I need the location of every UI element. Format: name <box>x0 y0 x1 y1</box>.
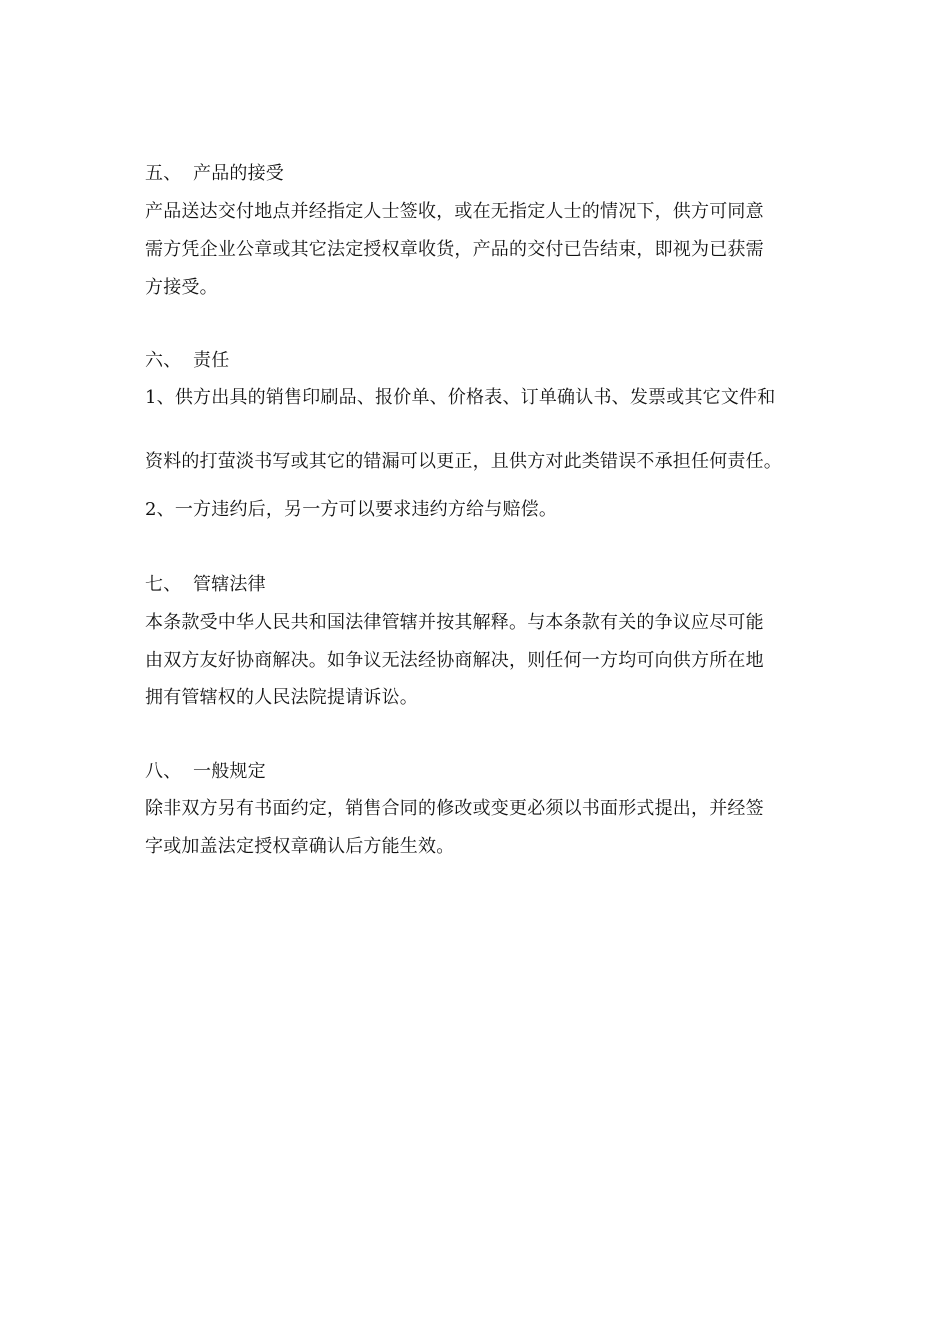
paragraph-line: 拥有管辖权的人民法院提请诉讼。 <box>145 687 418 708</box>
section-heading <box>145 162 815 186</box>
paragraph-line: 字或加盖法定授权章确认后方能生效。 <box>145 836 455 857</box>
section-heading <box>145 349 815 373</box>
section-title: 产品的接受 <box>193 163 284 184</box>
section-heading <box>145 573 815 597</box>
paragraph-line: 由双方友好协商解决。如争议无法经协商解决，则任何一方均可向供方所在地 <box>145 650 764 671</box>
section-number: 七、 <box>145 574 182 595</box>
section-number: 五、 <box>145 163 182 184</box>
paragraph-line: 1、供方出具的销售印刷品、报价单、价格表、订单确认书、发票或其它文件和 <box>145 387 776 408</box>
section-number: 六、 <box>145 350 182 371</box>
paragraph-line: 需方凭企业公章或其它法定授权章收货，产品的交付已告结束，即视为已获需 <box>145 239 764 260</box>
paragraph-line: 资料的打萤淡书写或其它的错漏可以更正，且供方对此类错误不承担任何责任。 <box>145 451 782 472</box>
paragraph-line: 本条款受中华人民共和国法律管辖并按其解释。与本条款有关的争议应尽可能 <box>145 612 764 633</box>
paragraph-line: 2、一方违约后，另一方可以要求违约方给与赔偿。 <box>145 499 558 520</box>
section-title: 责任 <box>193 350 230 371</box>
section-number: 八、 <box>145 761 182 782</box>
section-title: 一般规定 <box>193 761 266 782</box>
section-title: 管辖法律 <box>193 574 266 595</box>
paragraph-line: 方接受。 <box>145 277 218 298</box>
section-heading <box>145 760 815 784</box>
paragraph-line: 除非双方另有书面约定，销售合同的修改或变更必须以书面形式提出，并经签 <box>145 798 764 819</box>
paragraph-line: 产品送达交付地点并经指定人士签收，或在无指定人士的情况下，供方可同意 <box>145 201 764 222</box>
